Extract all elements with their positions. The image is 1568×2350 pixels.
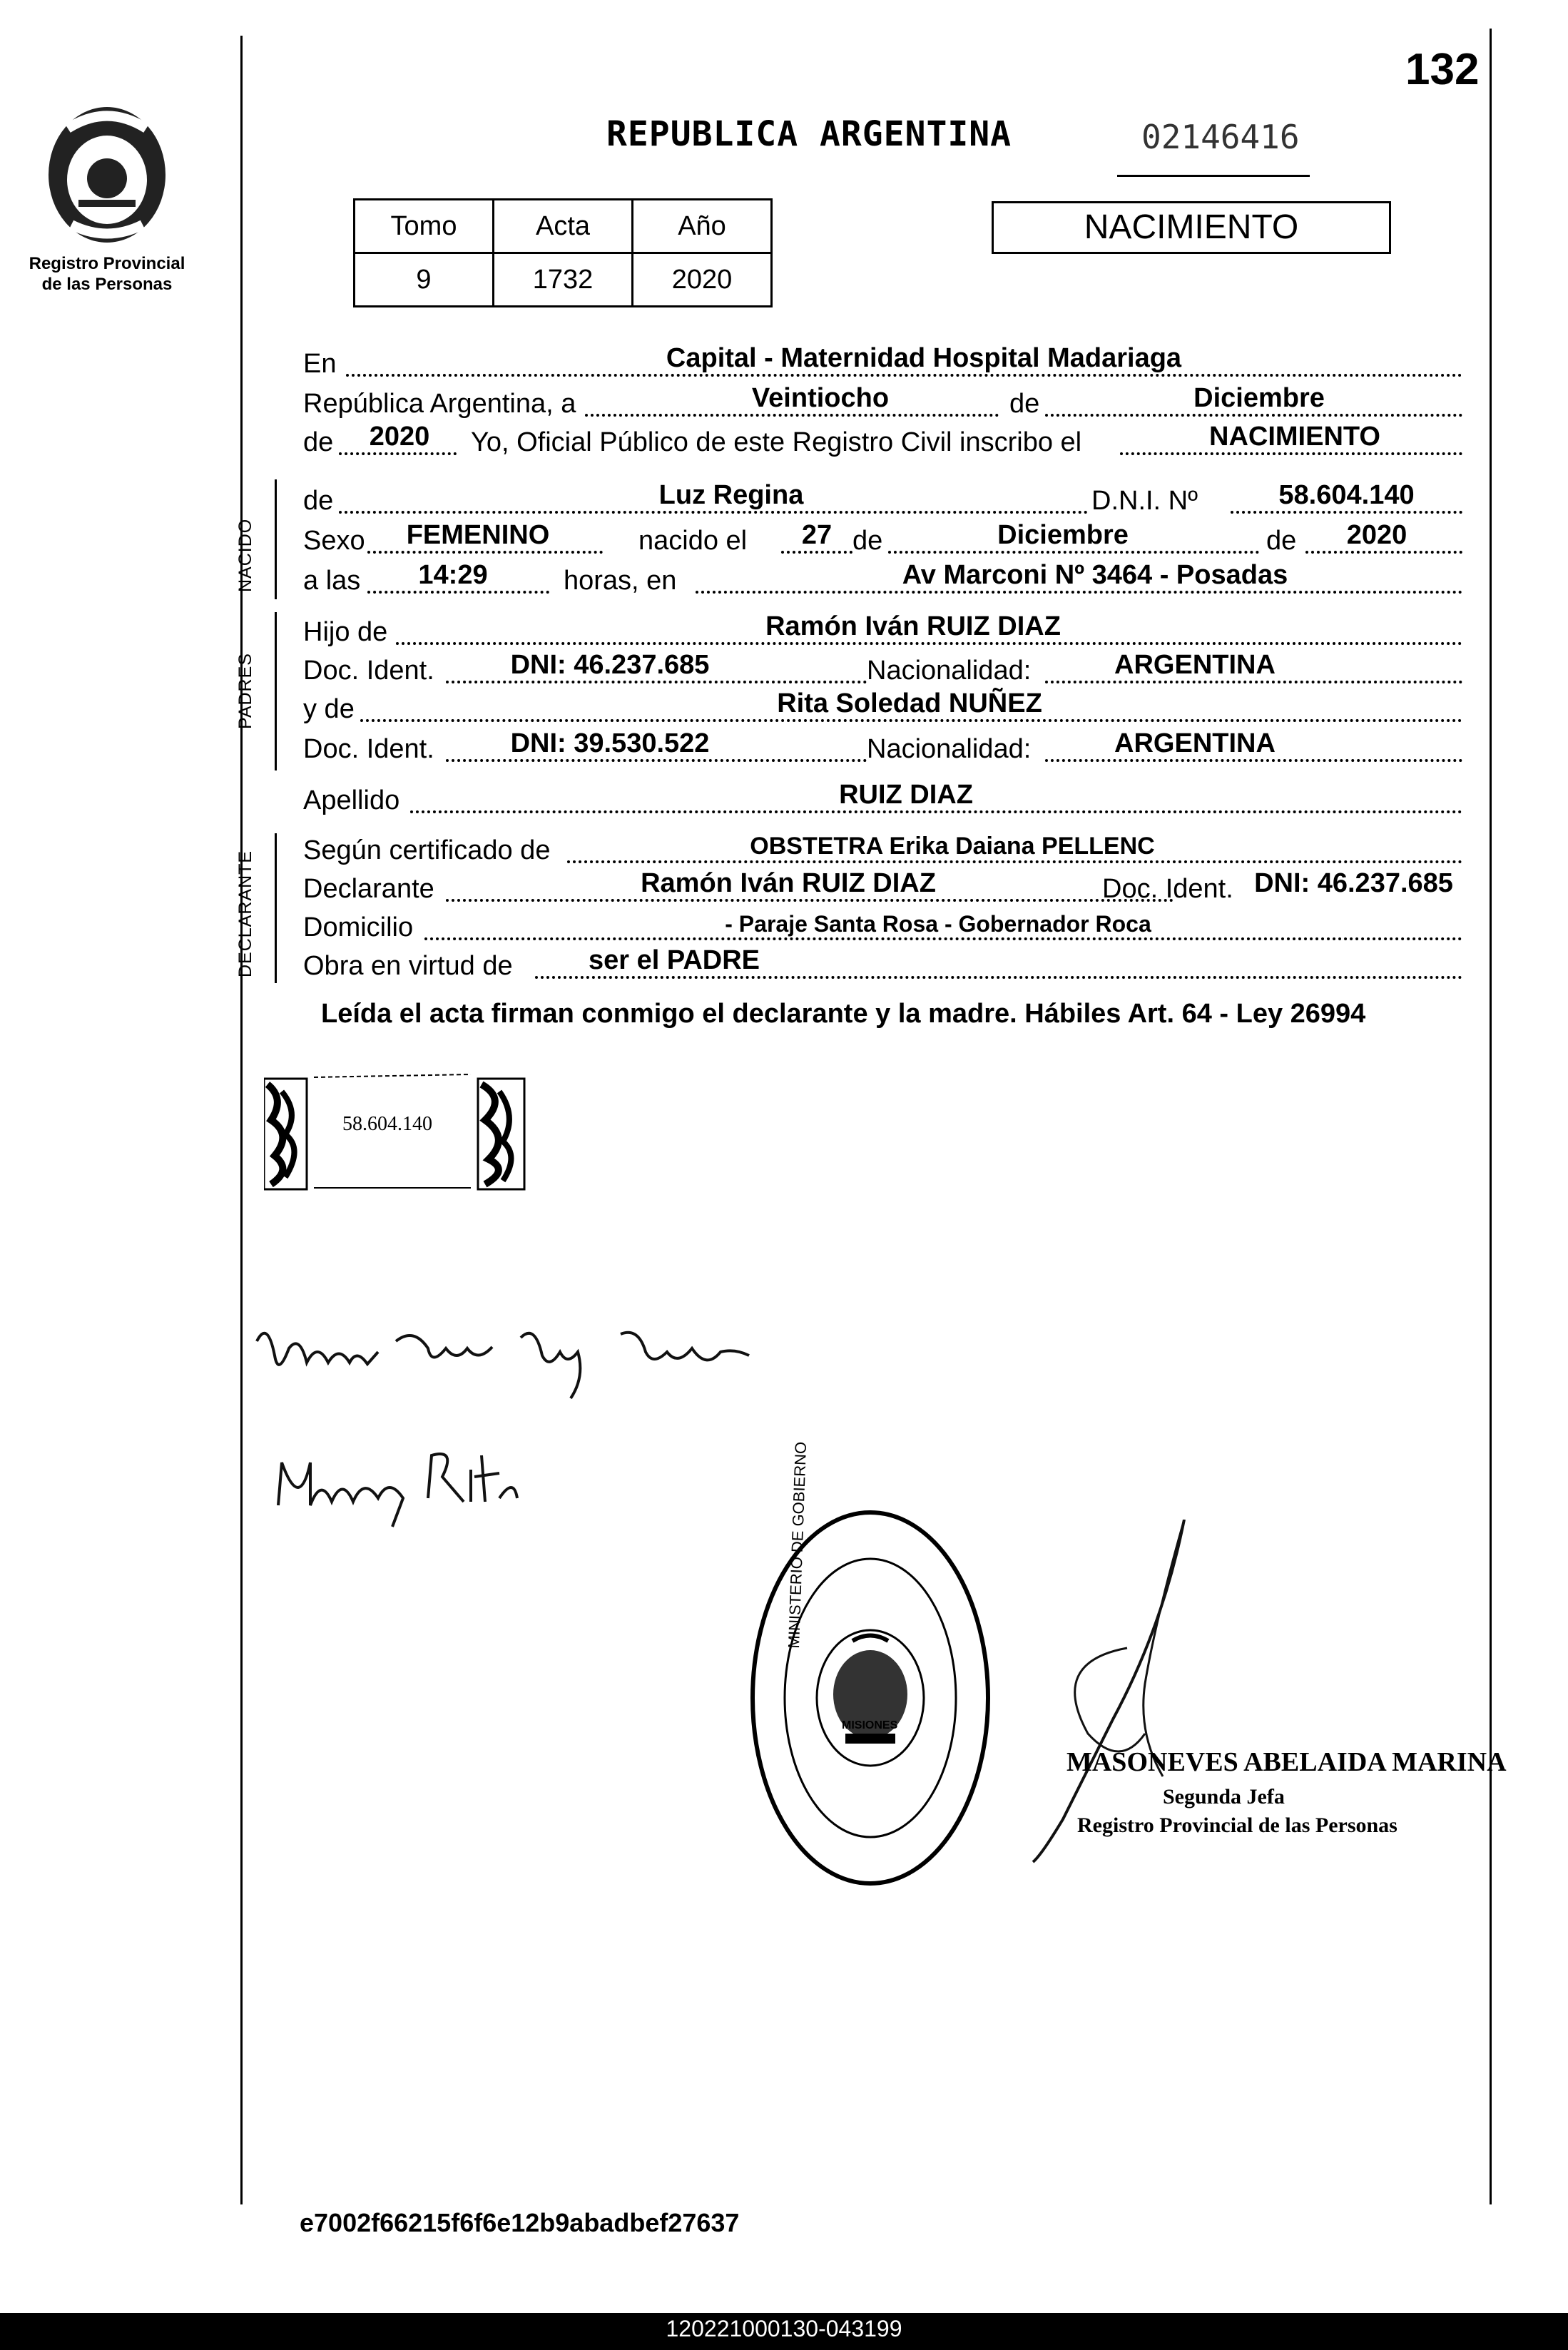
label-horas-en: horas, en xyxy=(564,566,677,596)
officer-office: Registro Provincial de las Personas xyxy=(1077,1814,1398,1837)
value-padre: Ramón Iván RUIZ DIAZ xyxy=(765,611,1061,641)
label-domicilio: Domicilio xyxy=(303,912,414,942)
section-declarante: DECLARANTE xyxy=(235,850,255,977)
value-obra: ser el PADRE xyxy=(588,945,760,975)
label-de-4: de xyxy=(852,526,883,556)
mother-signature xyxy=(271,1441,528,1534)
value-acta: 1732 xyxy=(494,253,633,307)
row-certificado xyxy=(303,829,1462,870)
official-stamp xyxy=(745,1498,995,1898)
label-declarante: Declarante xyxy=(303,874,434,904)
row-madre xyxy=(303,688,1462,729)
record-type-box: NACIMIENTO xyxy=(992,201,1391,254)
label-de-1: de xyxy=(1009,389,1040,419)
value-acto: NACIMIENTO xyxy=(1209,422,1380,452)
record-table xyxy=(353,198,773,307)
label-de-2: de xyxy=(303,427,334,457)
value-nombre: Luz Regina xyxy=(658,480,804,510)
left-margin-line xyxy=(240,36,243,2204)
label-dni: D.N.I. Nº xyxy=(1091,486,1198,516)
label-en: En xyxy=(303,349,337,379)
section-nacido: NACIDO xyxy=(235,518,255,592)
page-number: 132 xyxy=(1405,45,1480,94)
document-hash: e7002f66215f6f6e12b9abadbef27637 xyxy=(300,2208,740,2237)
label-nac-padre: Nacionalidad: xyxy=(867,656,1032,686)
value-mes: Diciembre xyxy=(1193,383,1325,413)
value-certificado: OBSTETRA Erika Daiana PELLENC xyxy=(750,833,1155,860)
row-fecha xyxy=(303,382,1462,424)
row-declarante xyxy=(303,868,1462,909)
value-tomo: 9 xyxy=(355,253,494,307)
header-anio: Año xyxy=(633,200,772,253)
row-apellido xyxy=(303,779,1462,820)
value-hora: 14:29 xyxy=(418,560,488,590)
value-sexo: FEMENINO xyxy=(406,520,550,550)
registry-caption-2: de las Personas xyxy=(41,275,173,294)
label-obra: Obra en virtud de xyxy=(303,951,513,981)
value-dia-nacimiento: 27 xyxy=(801,520,833,550)
row-sexo xyxy=(303,519,1462,561)
label-de-5: de xyxy=(1266,526,1297,556)
label-a-las: a las xyxy=(303,566,361,596)
right-margin-line xyxy=(1490,29,1492,2204)
value-dni-declarante: DNI: 46.237.685 xyxy=(1254,868,1453,898)
label-sexo: Sexo xyxy=(303,526,365,556)
stamp-center-text: MISIONES xyxy=(842,1719,898,1731)
label-y-de: y de xyxy=(303,694,355,724)
value-anio-nacimiento: 2020 xyxy=(1346,520,1407,550)
registry-logo xyxy=(21,100,193,295)
value-dni-padre: DNI: 46.237.685 xyxy=(510,650,710,680)
serial-number: 02146416 xyxy=(1141,118,1300,156)
row-doc-padre xyxy=(303,649,1462,691)
value-dni-nacido: 58.604.140 xyxy=(1278,480,1415,510)
label-de-3: de xyxy=(303,486,334,516)
value-anio: 2020 xyxy=(369,422,430,452)
row-domicilio xyxy=(303,906,1462,947)
label-hijo-de: Hijo de xyxy=(303,617,388,647)
label-nacido-el: nacido el xyxy=(638,526,748,556)
value-mes-nacimiento: Diciembre xyxy=(997,520,1129,550)
registry-caption-1: Registro Provincial xyxy=(29,254,185,273)
label-republica: República Argentina, a xyxy=(303,389,576,419)
value-domicilio: - Paraje Santa Rosa - Gobernador Roca xyxy=(725,911,1151,937)
fingerprint-label: 58.604.140 xyxy=(342,1113,432,1135)
value-lugar: Capital - Maternidad Hospital Madariaga xyxy=(666,343,1182,373)
value-nac-madre: ARGENTINA xyxy=(1114,728,1276,758)
row-nombre xyxy=(303,479,1462,521)
label-doc-madre: Doc. Ident. xyxy=(303,734,434,764)
value-declarante: Ramón Iván RUIZ DIAZ xyxy=(641,868,936,898)
value-anio: 2020 xyxy=(633,253,772,307)
label-doc-padre: Doc. Ident. xyxy=(303,656,434,686)
value-dia: Veintiocho xyxy=(751,383,890,413)
label-doc-declarante: Doc. Ident. xyxy=(1102,874,1233,904)
value-madre: Rita Soledad NUÑEZ xyxy=(777,688,1042,718)
value-lugar-nacimiento: Av Marconi Nº 3464 - Posadas xyxy=(902,560,1288,590)
row-hora xyxy=(303,559,1462,601)
row-lugar xyxy=(303,342,1462,384)
row-doc-madre xyxy=(303,728,1462,769)
row-inscripcion xyxy=(303,421,1462,462)
header-tomo: Tomo xyxy=(355,200,494,253)
label-segun: Según certificado de xyxy=(303,835,551,865)
header-acta: Acta xyxy=(494,200,633,253)
value-dni-madre: DNI: 39.530.522 xyxy=(510,728,710,758)
stamp-inner-text: MINISTERIO DE GOBIERNO xyxy=(785,1441,810,1649)
serial-underline xyxy=(1117,175,1310,177)
row-obra xyxy=(303,945,1462,986)
officer-name: MASONEVES ABELAIDA MARINA xyxy=(1066,1747,1507,1777)
footer-code: 120221000130-043199 xyxy=(666,2316,902,2341)
officer-role: Segunda Jefa xyxy=(1163,1785,1285,1809)
value-nac-padre: ARGENTINA xyxy=(1114,650,1276,680)
label-nac-madre: Nacionalidad: xyxy=(867,734,1032,764)
section-padres: PADRES xyxy=(235,653,255,729)
province-seal-icon xyxy=(36,100,178,250)
father-signature xyxy=(250,1313,778,1413)
label-apellido: Apellido xyxy=(303,785,400,815)
closing-statement: Leída el acta firman conmigo el declarante y la madre. Hábiles Art. 64 - Ley 26994 xyxy=(321,999,1366,1029)
document-title: REPUBLICA ARGENTINA xyxy=(606,114,1012,154)
value-apellido: RUIZ DIAZ xyxy=(839,780,973,810)
label-yo: Yo, Oficial Público de este Registro Civil inscribo el xyxy=(471,427,1082,457)
row-padre xyxy=(303,611,1462,652)
